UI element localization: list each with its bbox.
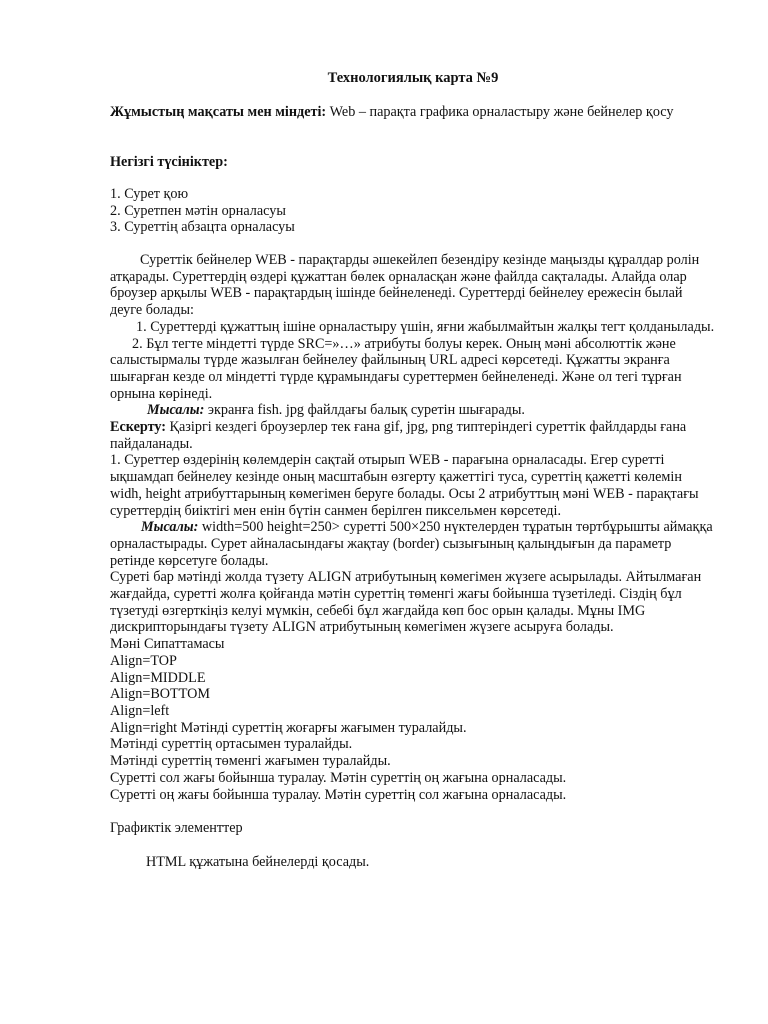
example-1-label: Мысалы: xyxy=(147,402,205,419)
example-2-text: width=500 height=250> суретті 500×250 нүктелерден тұратын төртбұрышты аймаққа орналастырады. Сурет айналасындағы жақтау (border) сызығының қалыңдығын да параметр ретінде көрсетуге болады. xyxy=(110,519,713,569)
size-paragraph: 1. Суреттер өздерінің көлемдерін сақтай отырып WEB - парағына орналасады. Егер суретті ықшамдап бейнелеу кезінде оның масштабын өзгерту қажеттігі туса, суреттің қажетті көлемін widh, height атрибуттарының көмегімен беруге болады. Осы 2 атрибуттың мәні WEB - парақтағы суреттердің биіктігі мен енін бүтін санмен берілген пиксельмен көрсетеді. xyxy=(110,452,699,519)
intro-paragraph: Суреттік бейнелер WEB - парақтарды әшекейлеп безендіру кезінде маңызды құралдар ролін атқарады. Суреттердің өздері құжаттан бөлек орналасқан және файлда сақталады. Алайда олар броузер арқылы WEB - парақтардың ішінде бейнеленеді. Суреттерді бейнелеу ережесін былай деуге болады: xyxy=(110,252,700,319)
note-text: Қазіргі кездегі броузерлер тек ғана gif, jpg, png типтеріндегі суреттік файлдарды ғана пайдаланады. xyxy=(110,419,687,452)
spacer xyxy=(110,803,716,820)
basics-heading: Негізгі түсініктер: xyxy=(110,154,228,170)
goal-paragraph xyxy=(110,104,716,121)
graphic-heading: Графиктік элементтер xyxy=(110,820,243,837)
list-item: 1. Сурет қою xyxy=(110,186,189,202)
text-line: Суретті сол жағы бойынша туралау. Мәтін суреттің оң жағына орналасады. xyxy=(110,769,567,786)
text-line: Align=left xyxy=(110,702,170,719)
text-line: Align=right Мәтінді суреттің жоғарғы жағымен туралайды. xyxy=(110,719,467,736)
example-2 xyxy=(110,519,716,569)
goal-label: Жұмыстың мақсаты мен міндеті: xyxy=(110,104,327,120)
example-1-text: экранға fish. jpg файлдағы балық суретін шығарады. xyxy=(204,402,525,419)
text-line: Мәтінді суреттің ортасымен туралайды. xyxy=(110,736,353,753)
list-item: 3. Суреттің абзацта орналасуы xyxy=(110,219,295,236)
concepts-list xyxy=(110,186,295,236)
rule-2: 2. Бұл тегте міндетті түрде SRC=»…» атрибуты болуы керек. Оның мәні абсолюттік және салыстырмалы түрде жазылған бейнелеу файлының URL адресі көрсетеді. Құжатты экранға шығарған кезде ол міндетті түрде құрамындағы суреттермен бейнеленеді. Және ол тегі тұрған орнына көрінеді. xyxy=(110,335,682,402)
goal-text: Web – парақта графика орналастыру және бейнелер қосу xyxy=(326,104,674,120)
list-item: 2. Суретпен мәтін орналасуы xyxy=(110,202,286,219)
body-text xyxy=(110,252,716,871)
align-paragraph: Суреті бар мәтінді жолда түзету ALIGN атрибутының көмегімен жүзеге асырылады. Айтылмаған жағдайда, суретті жолға қойғанда мәтін суреттің төменгі жағы бойынша түзетіледі. Сіздің бұл түзетуді өзгерткіңіз келуі мүмкін, себебі бұл жағдайда көп бос орын қалады. Мұны IMG дискрипторындағы түзету ALIGN атрибутының көмегімен жүзеге асыруға болады. xyxy=(110,569,702,636)
rule-1: 1. Суреттерді құжаттың ішіне орналастыру үшін, яғни жабылмайтын жалқы тегт қолданылады. xyxy=(136,318,715,335)
text-line: Суретті оң жағы бойынша туралау. Мәтін суреттің сол жағына орналасады. xyxy=(110,786,567,803)
text-line: Мәні Сипаттамасы xyxy=(110,636,225,653)
example-1 xyxy=(110,402,716,419)
text-line: Align=MIDDLE xyxy=(110,669,206,686)
note-label: Ескерту: xyxy=(110,419,166,436)
spacer xyxy=(110,837,716,854)
final-line: HTML құжатына бейнелерді қосады. xyxy=(146,853,370,870)
text-line: Align=TOP xyxy=(110,652,177,669)
text-line: Align=BOTTOM xyxy=(110,686,210,703)
example-2-label: Мысалы: xyxy=(141,519,199,536)
text-line: Мәтінді суреттің төменгі жағымен туралайды. xyxy=(110,753,391,770)
note-paragraph xyxy=(110,419,716,452)
page-title: Технологиялық карта №9 xyxy=(327,70,499,86)
